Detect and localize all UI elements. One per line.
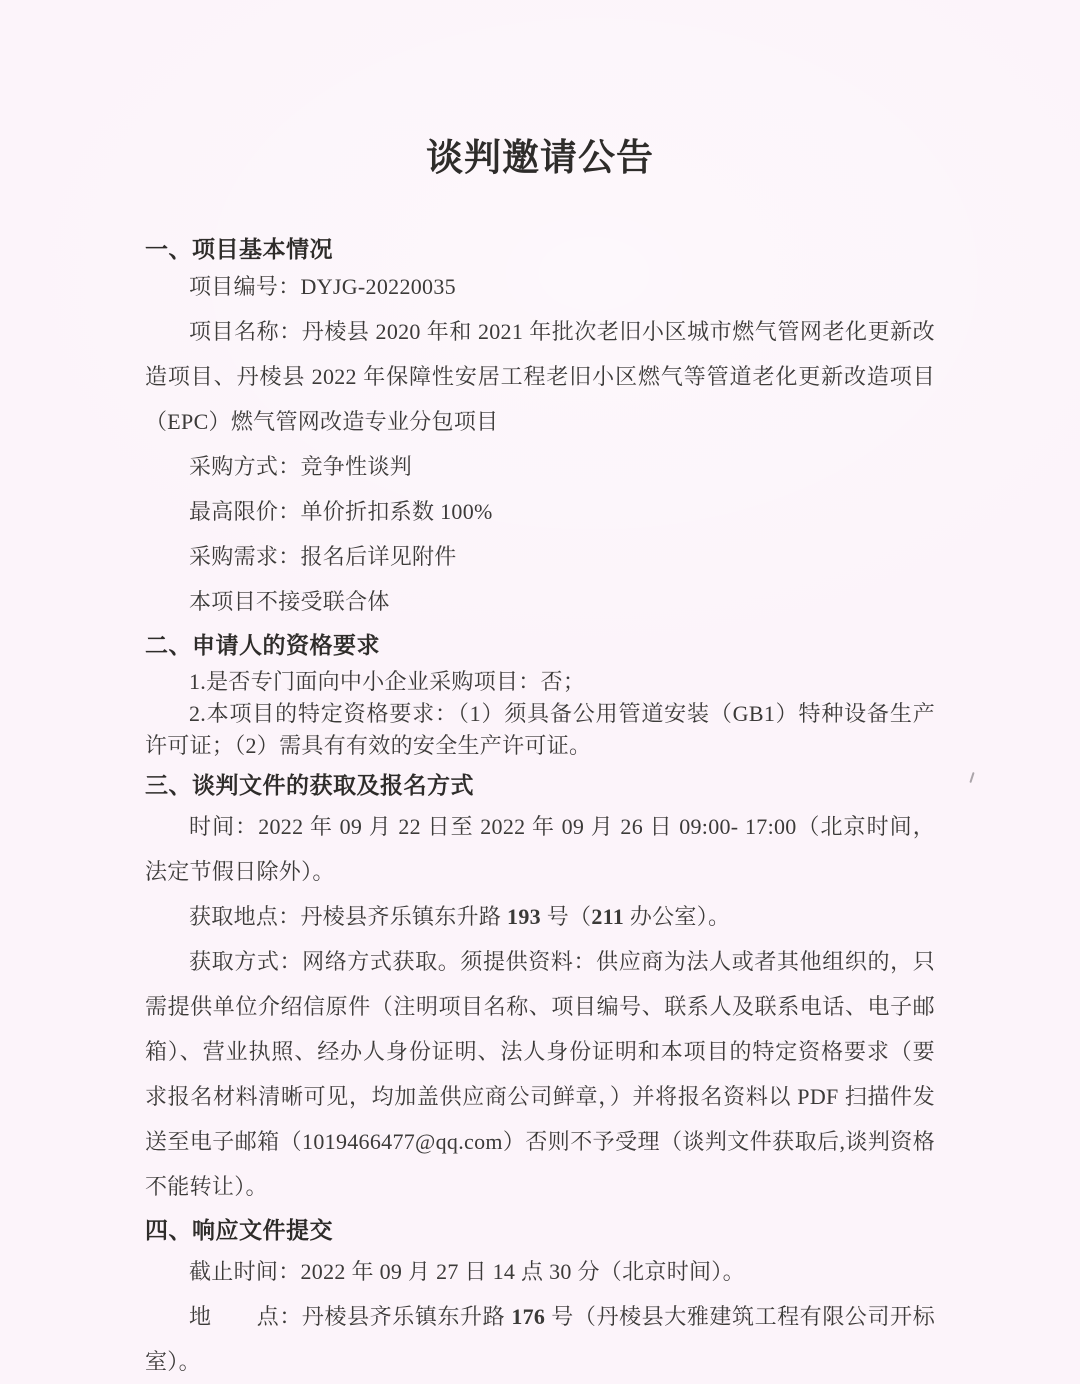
paragraph-submission-location [145,1294,935,1384]
street-number-bold: 176 [511,1304,546,1329]
paragraph-acquisition-method: 获取方式：网络方式获取。须提供资料：供应商为法人或者其他组织的，只需提供单位介绍信原件（注明项目名称、项目编号、联系人及联系电话、电子邮箱）、营业执照、经办人身份证明、法人身份证明和本项目的特定资格要求（要求报名材料清晰可见，均加盖供应商公司鲜章，）并将报名资料以 PDF 扫描件发送至电子邮箱（1019466477@qq.com）否则不予受理（谈判文件获取后,谈判资格不能转让）。 [145,949,935,1199]
paragraph-specific-qualifications: 2.本项目的特定资格要求：（1）须具备公用管道安装（GB1）特种设备生产许可证；（2）需具有有效的安全生产许可证。 [145,701,935,758]
section-response-submission [145,1215,935,1384]
paragraph-deadline: 截止时间：2022 年 09 月 27 日 14 点 30 分（北京时间）。 [189,1259,745,1284]
section-heading-2: 二、申请人的资格要求 [145,632,380,658]
scan-artifact-mark [969,772,974,783]
street-number-bold: 193 [507,904,541,929]
section-document-acquisition [145,770,935,1209]
section-applicant-qualifications [145,630,935,762]
section-heading-3: 三、谈判文件的获取及报名方式 [145,772,474,798]
text-run: 号（丹棱县大雅建筑工程有限公司开标室）。 [145,1304,935,1374]
paragraph-acquisition-time: 时间：2022 年 09 月 22 日至 2022 年 09 月 26 日 09:00- 17:00（北京时间，法定节假日除外）。 [145,814,935,884]
paragraph-procurement-method: 采购方式：竞争性谈判 [189,454,413,479]
text-run: 获取地点：丹棱县齐乐镇东升路 [189,904,508,929]
paragraph-no-consortium: 本项目不接受联合体 [189,589,390,614]
office-number-bold: 211 [591,904,625,929]
paragraph-max-price: 最高限价：单价折扣系数 100% [189,499,493,524]
paragraph-sme-oriented: 1.是否专门面向中小企业采购项目：否； [189,669,586,694]
paragraph-procurement-demand: 采购需求：报名后详见附件 [189,544,457,569]
section-heading-4: 四、响应文件提交 [145,1217,333,1243]
paragraph-project-name: 项目名称：丹棱县 2020 年和 2021 年批次老旧小区城市燃气管网老化更新改造项目、丹棱县 2022 年保障性安居工程老旧小区燃气等管道老化更新改造项目（EPC）燃气管网改造专业分包项目 [145,319,935,434]
section-project-basic-info [145,234,935,624]
document-title: 谈判邀请公告 [426,138,654,179]
section-heading-1: 一、项目基本情况 [145,236,333,262]
text-run: 地 点：丹棱县齐乐镇东升路 [189,1304,512,1329]
paragraph-project-number: 项目编号：DYJG-20220035 [189,274,456,299]
text-run: 号（ [540,904,592,929]
text-run: 办公室）。 [624,904,731,929]
paragraph-acquisition-location [145,894,935,939]
